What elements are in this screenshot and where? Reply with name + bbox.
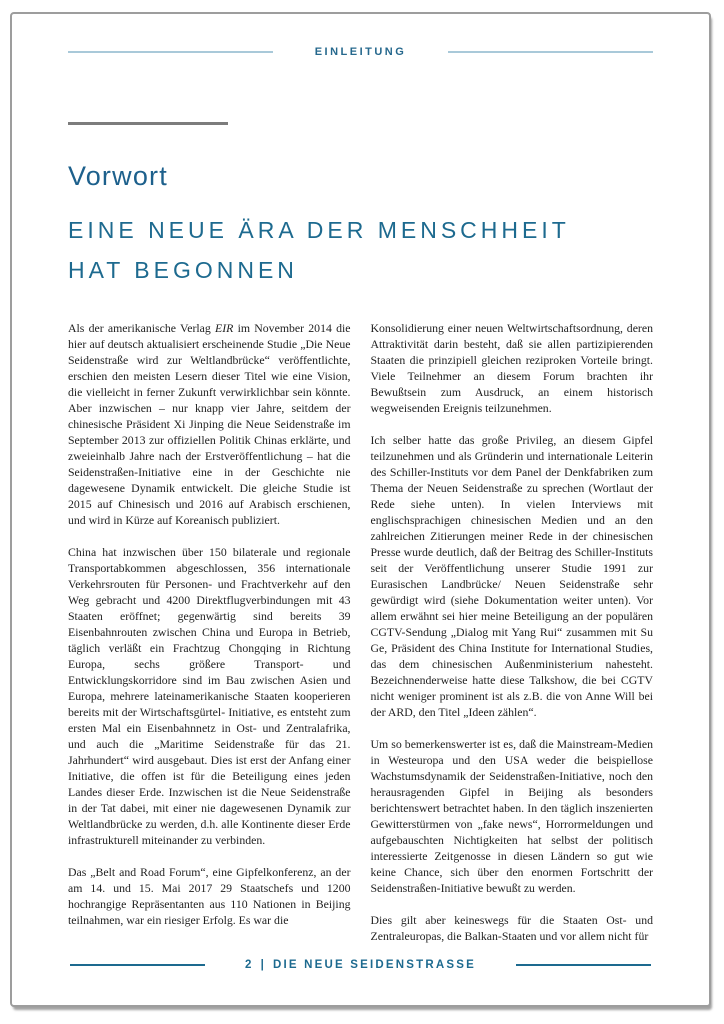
- page-title: [68, 210, 653, 290]
- paragraph: China hat inzwischen über 150 bilaterale und regionale Transportabkommen abgeschlossen, 356 internationale Verkehrsrouten für Personen- und Frachtverkehr auf den Weg gebracht und 4200 Direktflugverbindungen mit 43 Staaten eröffnet; gegenwärtig sind bereits 39 Eisenbahnrouten zwischen China und Europa in Betrieb, täglich verläßt ein Frachtzug Chongqing in Richtung Europa, sechs größere Transport- und Entwicklungskorridore sind im Bau zwischen Asien und Europa, mehrere lateinamerikanische Staaten kooperieren bereits mit der Wirtschaftsgürtel- Initiative, es entsteht zum ersten Mal ein Eisenbahnnetz in Ost- und Zentralafrika, und auch die „Maritime Seidenstraße für das 21. Jahrhundert“ wird ausgebaut. Dies ist erst der Anfang einer Initiative, die offen ist für die Beteiligung eines jeden Landes dieser Erde. Inzwischen ist die Neue Seidenstraße in der Tat dabei, mit einer nie dagewesenen Dynamik zur Weltlandbrücke zu werden, d.h. alle Kontinente dieser Erde infrastrukturell miteinander zu verbinden.: [68, 545, 351, 847]
- title-rule: [68, 122, 228, 125]
- header-rule-right: [448, 51, 653, 53]
- page-sheet: [10, 12, 711, 1007]
- book-title: DIE NEUE SEIDENSTRASSE: [272, 959, 477, 971]
- left-column: [68, 320, 351, 952]
- page-number: 2: [244, 959, 254, 971]
- right-column: [371, 320, 654, 952]
- paragraph: Konsolidierung einer neuen Weltwirtschaftsordnung, deren Attraktivität darin besteht, daß sie allen partizipierenden Staaten die prinzipiell gleichen reziproken Vorteile bringt. Viele Teilnehmer an diesem Forum brachten ihr Bewußtsein zum Ausdruck, an einem historisch wegweisenden Ereignis teilzunehmen.: [370, 321, 653, 415]
- section-label: EINLEITUNG: [314, 46, 407, 58]
- footer-rule-right: [516, 964, 651, 966]
- paragraph: Das „Belt and Road Forum“, eine Gipfelkonferenz, an der am 14. und 15. Mai 2017 29 Staatschefs und 1200 hochrangige Repräsentanten aus 110 Nationen in Beijing teilnahmen, war ein riesiger Erfolg. Es war die: [68, 865, 351, 927]
- footer-text: [245, 959, 476, 971]
- body-columns: [68, 320, 653, 952]
- page-header: [68, 46, 653, 58]
- page-footer: [70, 959, 651, 971]
- paragraph: Dies gilt aber keineswegs für die Staaten Ost- und Zentraleuropas, die Balkan-Staaten und vor allem nicht für: [370, 913, 653, 943]
- footer-separator: |: [260, 959, 266, 971]
- paragraph: Um so bemerkenswerter ist es, daß die Mainstream-Medien in Westeuropa und den USA weder die beispiellose Wachstumsdynamik der Seidenstraßen-Initiative, noch den herausragenden Gipfel in Beijing als besonders berichtenswert betrachtet haben. In den täglich inszenierten Gewitterstürmen von „fake news“, Horrormeldungen und aufgebauschten Nichtigkeiten hat selbst der politisch interessierte Zeitgenosse in diesen Ländern so gut wie keine Chance, sich über den enormen Fortschritt der Seidenstraßen-Initiative bewußt zu werden.: [370, 737, 653, 895]
- footer-rule-left: [70, 964, 205, 966]
- page-title-line1: EINE NEUE ÄRA DER MENSCHHEIT: [68, 217, 570, 243]
- chapter-kicker: Vorwort: [68, 161, 168, 191]
- paragraph: Ich selber hatte das große Privileg, an diesem Gipfel teilzunehmen und als Gründerin und internationale Leiterin des Schiller-Instituts vor dem Panel der Denkfabriken zum Thema der Neuen Seidenstraße zu sprechen (Wortlaut der Rede siehe unten). In vielen Interviews mit englischsprachigen chinesischen Medien und an den zahlreichen Zitierungen meiner Rede in der chinesischen Presse wurde deutlich, daß der Beitrag des Schiller-Instituts seit der Veröffentlichung unserer Studie 1991 zur Eurasischen Landbrücke/ Neuen Seidenstraße sehr gewürdigt wird (siehe Dokumentation weiter unten). Vor allem erwähnt sei hier meine Beteiligung an der populären CGTV-Sendung „Dialog mit Yang Rui“ zusammen mit Su Ge, Präsident des China Institute for International Studies, das dem chinesischen Außenministerium nahesteht. Bezeichnenderweise hatte diese Talkshow, die bei CGTV nicht weniger prominent ist als z.B. die von Anne Will bei der ARD, den Titel „Ideen zählen“.: [370, 433, 653, 719]
- header-rule-left: [68, 51, 273, 53]
- page-title-line2: HAT BEGONNEN: [68, 257, 298, 283]
- paragraph: Als der amerikanische Verlag EIR im November 2014 die hier auf deutsch aktualisiert erscheinende Studie „Die Neue Seidenstraße wird zur Weltlandbrücke“ veröffentlichte, erschien den meisten Lesern dieser Titel wie eine Vision, die vielleicht in ferner Zukunft verwirklichbar sein könnte. Aber inzwischen – nur knapp vier Jahre, seitdem der chinesische Präsident Xi Jinping die Neue Seidenstraße im September 2013 zur offiziellen Politik Chinas erklärte, und zweieinhalb Jahre nach der Erstveröffentlichung – hat die Seidenstraßen-Initiative eine in der Geschichte nie dagewesene Dynamik entwickelt. Die gleiche Studie ist 2015 auf Chinesisch und 2016 auf Arabisch erschienen, und wird in Kürze auf Koreanisch publiziert.: [68, 321, 351, 527]
